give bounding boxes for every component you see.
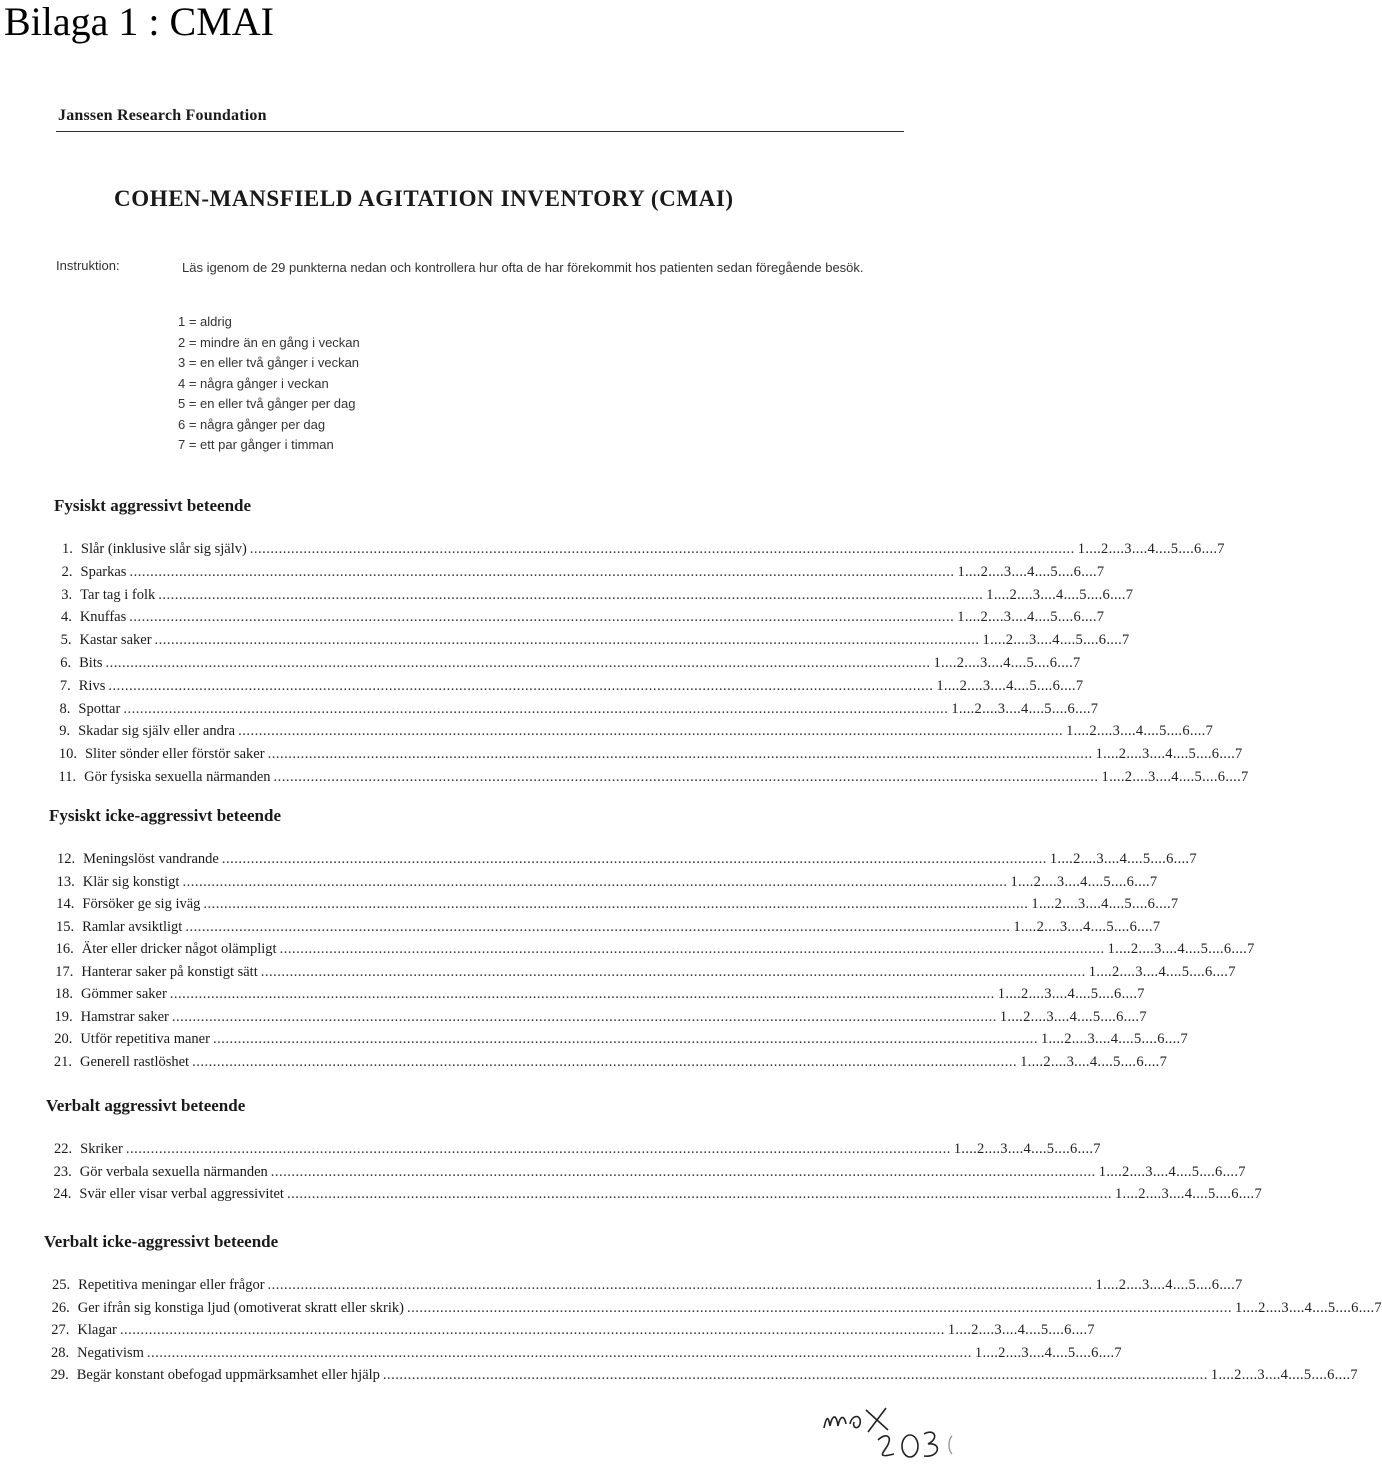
- item-label: Begär konstant obefogad uppmärksamhet eller hjälp: [76, 1367, 380, 1383]
- item-label: Sliter sönder eller förstör saker: [84, 746, 265, 763]
- item-number: 19.: [54, 1008, 73, 1025]
- leader-dots: ........................................................................................................................................................................................................: [279, 941, 1105, 957]
- item-number: 22.: [54, 1141, 73, 1157]
- header-rule: [56, 131, 904, 132]
- scale-entry: 2 = mindre än en gång i veckan: [178, 334, 360, 350]
- scale-entry: 3 = en eller två gånger i veckan: [178, 355, 360, 370]
- item-label: Försöker ge sig iväg: [82, 896, 201, 912]
- item-label: Ger ifrån sig konstiga ljud (omotiverat skratt eller skrik): [77, 1299, 404, 1316]
- item-label: Kastar saker: [79, 632, 152, 649]
- section-title: Fysiskt icke-aggressivt beteende: [49, 806, 281, 825]
- leader-dots: ........................................................................................................................................................................................................: [123, 700, 949, 717]
- inventory-item: [57, 851, 1197, 873]
- rating-scale-options[interactable]: 1....2....3....4....5....6....7: [957, 563, 1105, 580]
- inventory-item: [60, 609, 1105, 631]
- inventory-item: [60, 632, 1130, 654]
- rating-scale-options[interactable]: 1....2....3....4....5....6....7: [1234, 1299, 1382, 1316]
- scale-entry: 6 = några gånger per dag: [178, 416, 326, 432]
- inventory-item: [59, 723, 1214, 745]
- leader-dots: ........................................................................................................................................................................................................: [171, 1008, 997, 1025]
- item-label: Spottar: [78, 700, 121, 717]
- inventory-item: [52, 1277, 1243, 1299]
- item-label: Svär eller visar verbal aggressivitet: [79, 1186, 284, 1202]
- rating-scale-options[interactable]: 1....2....3....4....5....6....7: [1107, 941, 1255, 957]
- rating-scale-options[interactable]: 1....2....3....4....5....6....7: [1020, 1053, 1168, 1070]
- inventory-item: [53, 1186, 1263, 1208]
- item-label: Klär sig konstigt: [82, 873, 180, 890]
- inventory-item: [59, 677, 1084, 700]
- item-number: 2.: [61, 563, 73, 580]
- rating-scale-options[interactable]: 1....2....3....4....5....6....7: [1088, 963, 1236, 980]
- rating-scale-options[interactable]: 1....2....3....4....5....6....7: [999, 1008, 1147, 1025]
- item-label: Utför repetitiva maner: [80, 1031, 210, 1047]
- leader-dots: ........................................................................................................................................................................................................: [267, 746, 1093, 763]
- leader-dots: ........................................................................................................................................................................................................: [212, 1031, 1038, 1047]
- rating-scale-options[interactable]: 1....2....3....4....5....6....7: [1095, 1277, 1243, 1293]
- item-number: 1.: [62, 541, 73, 557]
- rating-scale-options[interactable]: 1....2....3....4....5....6....7: [1040, 1031, 1189, 1047]
- item-number: 28.: [50, 1344, 70, 1361]
- leader-dots: ........................................................................................................................................................................................................: [108, 677, 934, 694]
- item-number: 24.: [53, 1186, 72, 1202]
- item-number: 15.: [55, 918, 75, 935]
- leader-dots: ........................................................................................................................................................................................................: [267, 1277, 1093, 1293]
- item-label: Gör fysiska sexuella närmanden: [84, 769, 271, 785]
- scale-entry: 4 = några gånger i veckan: [178, 375, 329, 391]
- leader-dots: ........................................................................................................................................................................................................: [249, 541, 1075, 557]
- leader-dots: ........................................................................................................................................................................................................: [238, 723, 1064, 740]
- item-label: Hamstrar saker: [80, 1008, 169, 1025]
- inventory-item: [56, 896, 1179, 918]
- scale-entry: 7 = ett par gånger i timman: [178, 437, 334, 452]
- rating-scale-options[interactable]: 1....2....3....4....5....6....7: [1013, 918, 1161, 935]
- rating-scale-options[interactable]: 1....2....3....4....5....6....7: [936, 677, 1084, 694]
- item-number: 18.: [54, 986, 74, 1002]
- item-number: 14.: [56, 896, 75, 912]
- item-label: Skadar sig själv eller andra: [78, 723, 236, 740]
- rating-scale-options[interactable]: 1....2....3....4....5....6....7: [997, 986, 1145, 1002]
- item-number: 25.: [52, 1277, 71, 1293]
- rating-scale-options[interactable]: 1....2....3....4....5....6....7: [1049, 851, 1197, 867]
- rating-scale-options[interactable]: 1....2....3....4....5....6....7: [933, 655, 1081, 671]
- rating-scale: [178, 312, 360, 456]
- leader-dots: ........................................................................................................................................................................................................: [154, 632, 980, 649]
- item-number: 29.: [50, 1367, 69, 1383]
- item-label: Sparkas: [80, 563, 127, 580]
- item-number: 3.: [61, 586, 73, 603]
- item-label: Negativism: [77, 1344, 144, 1361]
- leader-dots: ........................................................................................................................................................................................................: [406, 1299, 1232, 1316]
- item-number: 10.: [58, 746, 77, 763]
- item-label: Rivs: [78, 677, 106, 694]
- inventory-item: [55, 918, 1161, 941]
- item-number: 5.: [60, 632, 72, 649]
- rating-scale-options[interactable]: 1....2....3....4....5....6....7: [1114, 1186, 1263, 1202]
- item-number: 21.: [53, 1053, 72, 1070]
- rating-scale-options[interactable]: 1....2....3....4....5....6....7: [1010, 873, 1158, 890]
- inventory-item: [54, 1008, 1147, 1031]
- item-number: 16.: [55, 941, 74, 957]
- inventory-item: [53, 1163, 1246, 1186]
- item-number: 9.: [59, 723, 71, 740]
- organization-name: Janssen Research Foundation: [58, 107, 267, 124]
- item-label: Gör verbala sexuella närmanden: [79, 1163, 268, 1180]
- handwritten-signature: [816, 1396, 966, 1466]
- inventory-item: [54, 1141, 1101, 1163]
- section-title: Fysiskt aggressivt beteende: [54, 496, 252, 515]
- inventory-item: [58, 769, 1249, 791]
- item-number: 11.: [58, 769, 77, 785]
- section-title: Verbalt aggressivt beteende: [46, 1096, 246, 1115]
- leader-dots: ........................................................................................................................................................................................................: [203, 896, 1029, 912]
- inventory-item: [50, 1367, 1358, 1389]
- leader-dots: ........................................................................................................................................................................................................: [129, 563, 955, 580]
- item-number: 17.: [55, 963, 74, 980]
- item-label: Ramlar avsiktligt: [82, 918, 183, 935]
- item-label: Hanterar saker på konstigt sätt: [81, 963, 258, 980]
- section-title: Verbalt icke-aggressivt beteende: [44, 1232, 279, 1251]
- leader-dots: ........................................................................................................................................................................................................: [158, 586, 984, 603]
- leader-dots: ........................................................................................................................................................................................................: [192, 1053, 1018, 1070]
- item-label: Gömmer saker: [81, 986, 167, 1002]
- leader-dots: ........................................................................................................................................................................................................: [270, 1163, 1096, 1180]
- rating-scale-options[interactable]: 1....2....3....4....5....6....7: [1031, 896, 1179, 912]
- item-label: Repetitiva meningar eller frågor: [78, 1277, 265, 1293]
- inventory-item: [51, 1299, 1382, 1322]
- item-number: 27.: [51, 1322, 70, 1338]
- item-number: 12.: [57, 851, 76, 867]
- leader-dots: ........................................................................................................................................................................................................: [185, 918, 1011, 935]
- rating-scale-options[interactable]: 1....2....3....4....5....6....7: [982, 632, 1130, 649]
- inventory-item: [61, 586, 1134, 609]
- rating-scale-options[interactable]: 1....2....3....4....5....6....7: [951, 700, 1099, 717]
- leader-dots: ........................................................................................................................................................................................................: [286, 1186, 1112, 1202]
- item-label: Tar tag i folk: [80, 586, 156, 603]
- leader-dots: ........................................................................................................................................................................................................: [119, 1322, 945, 1338]
- leader-dots: ........................................................................................................................................................................................................: [129, 609, 955, 626]
- leader-dots: ........................................................................................................................................................................................................: [260, 963, 1086, 980]
- item-label: Generell rastlöshet: [79, 1053, 190, 1070]
- rating-scale-options[interactable]: 1....2....3....4....5....6....7: [1077, 541, 1225, 557]
- item-number: 20.: [54, 1031, 73, 1047]
- rating-scale-options[interactable]: 1....2....3....4....5....6....7: [1210, 1367, 1358, 1383]
- inventory-item: [60, 655, 1081, 677]
- inventory-item: [58, 746, 1243, 768]
- item-number: 13.: [56, 873, 75, 890]
- item-label: Meningslöst vandrande: [83, 851, 219, 867]
- rating-scale-options[interactable]: 1....2....3....4....5....6....7: [953, 1141, 1101, 1157]
- rating-scale-options[interactable]: 1....2....3....4....5....6....7: [1098, 1163, 1246, 1180]
- rating-scale-options[interactable]: 1....2....3....4....5....6....7: [986, 586, 1134, 603]
- item-label: Äter eller dricker något olämpligt: [81, 941, 277, 957]
- item-label: Slår (inklusive slår sig själv): [80, 541, 247, 557]
- inventory-item: [61, 563, 1105, 586]
- leader-dots: ........................................................................................................................................................................................................: [125, 1141, 951, 1157]
- leader-dots: ........................................................................................................................................................................................................: [273, 769, 1099, 785]
- rating-scale-options[interactable]: 1....2....3....4....5....6....7: [947, 1322, 1095, 1338]
- inventory-item: [51, 1322, 1095, 1344]
- inventory-item: [59, 700, 1099, 723]
- item-number: 4.: [60, 609, 72, 626]
- leader-dots: ........................................................................................................................................................................................................: [182, 873, 1008, 890]
- page-heading: Bilaga 1 : CMAI: [4, 0, 274, 44]
- inventory-item: [56, 873, 1158, 896]
- inventory-item: [54, 1031, 1189, 1053]
- scale-entry: 5 = en eller två gånger per dag: [178, 396, 356, 411]
- instruction-label: Instruktion:: [56, 258, 120, 273]
- item-number: 26.: [51, 1299, 70, 1316]
- item-label: Bits: [79, 655, 103, 671]
- item-label: Knuffas: [79, 609, 127, 626]
- inventory-item: [55, 963, 1236, 986]
- item-label: Skriker: [80, 1141, 123, 1157]
- leader-dots: ........................................................................................................................................................................................................: [221, 851, 1047, 867]
- leader-dots: ........................................................................................................................................................................................................: [382, 1367, 1208, 1383]
- rating-scale-options[interactable]: 1....2....3....4....5....6....7: [957, 609, 1105, 626]
- item-number: 8.: [59, 700, 71, 717]
- item-label: Klagar: [77, 1322, 117, 1338]
- inventory-item: [55, 941, 1255, 963]
- item-number: 7.: [59, 677, 71, 694]
- inventory-item: [50, 1344, 1122, 1367]
- leader-dots: ........................................................................................................................................................................................................: [105, 655, 931, 671]
- item-number: 6.: [60, 655, 72, 671]
- inventory-item: [53, 1053, 1168, 1076]
- leader-dots: ........................................................................................................................................................................................................: [146, 1344, 972, 1361]
- rating-scale-options[interactable]: 1....2....3....4....5....6....7: [1101, 769, 1249, 785]
- rating-scale-options[interactable]: 1....2....3....4....5....6....7: [974, 1344, 1122, 1361]
- scale-entry: 1 = aldrig: [178, 314, 232, 329]
- document-title: COHEN-MANSFIELD AGITATION INVENTORY (CMAI): [114, 186, 734, 211]
- item-number: 23.: [53, 1163, 72, 1180]
- rating-scale-options[interactable]: 1....2....3....4....5....6....7: [1066, 723, 1214, 740]
- rating-scale-options[interactable]: 1....2....3....4....5....6....7: [1095, 746, 1243, 763]
- instruction-text: Läs igenom de 29 punkterna nedan och kontrollera hur ofta de har förekommit hos patienten sedan föregående besök.: [182, 260, 864, 275]
- inventory-item: [54, 986, 1145, 1008]
- leader-dots: ........................................................................................................................................................................................................: [169, 986, 995, 1002]
- inventory-item: [62, 541, 1225, 563]
